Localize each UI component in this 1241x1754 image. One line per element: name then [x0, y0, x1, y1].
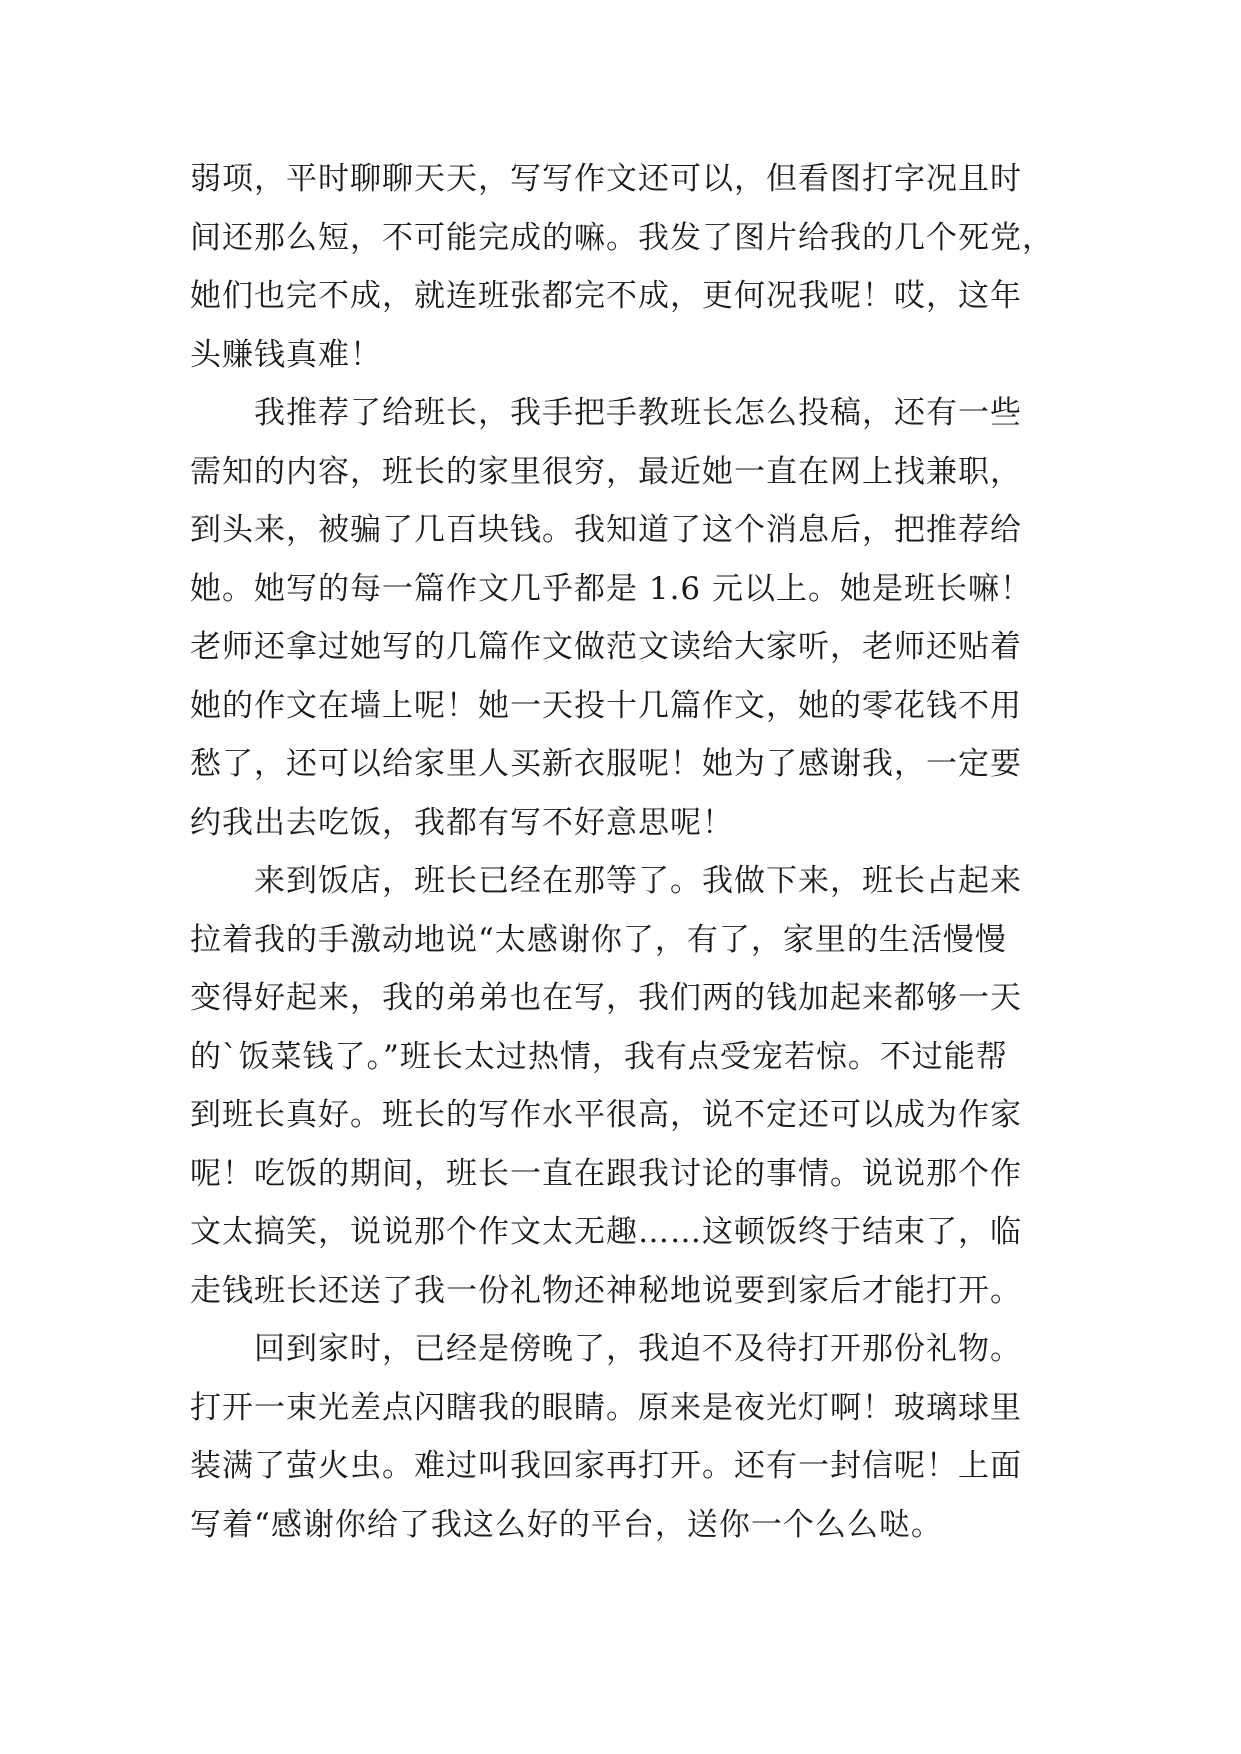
text-line: 的`饭菜钱了。”班长太过热情，我有点受宠若惊。不过能帮 — [190, 1038, 1008, 1075]
text-line: 老师还拿过她写的几篇作文做范文读给大家听，老师还贴着 — [190, 629, 1022, 665]
document-body — [190, 150, 1054, 1554]
text-line: 拉着我的手激动地说“太感谢你了，有了，家里的生活慢慢 — [190, 921, 1007, 958]
text-line: 变得好起来，我的弟弟也在写，我们两的钱加起来都够一天 — [190, 980, 1022, 1016]
paragraph-start-line: 来到饭店，班长已经在那等了。我做下来，班长占起来 — [254, 863, 1022, 899]
text-line: 装满了萤火虫。难过叫我回家再打开。还有一封信呢！上面 — [190, 1448, 1022, 1484]
text-line: 打开一束光差点闪瞎我的眼睛。原来是夜光灯啊！玻璃球里 — [190, 1389, 1022, 1426]
text-line: 写着“感谢你给了我这么好的平台，送你一个么么哒。 — [190, 1506, 943, 1543]
text-line: 头赚钱真难！ — [190, 336, 382, 373]
text-line: 间还那么短，不可能完成的嘛。我发了图片给我的几个死党， — [190, 219, 1054, 256]
text-line: 约我出去吃饭，我都有写不好意思呢！ — [190, 804, 734, 841]
paragraph-start-line: 回到家时，已经是傍晚了，我迫不及待打开那份礼物。 — [254, 1331, 1022, 1367]
text-line: 愁了，还可以给家里人买新衣服呢！她为了感谢我，一定要 — [190, 746, 1022, 782]
text-line: 她的作文在墙上呢！她一天投十几篇作文，她的零花钱不用 — [190, 687, 1022, 724]
text-line: 弱项，平时聊聊天天，写写作文还可以，但看图打字况且时 — [190, 161, 1022, 197]
text-line: 需知的内容，班长的家里很穷，最近她一直在网上找兼职， — [190, 453, 1022, 490]
text-line: 她。她写的每一篇作文几乎都是 1.6 元以上。她是班长嘛！ — [190, 570, 1033, 607]
text-line: 文太搞笑，说说那个作文太无趣……这顿饭终于结束了，临 — [190, 1214, 1022, 1250]
text-line: 到班长真好。班长的写作水平很高，说不定还可以成为作家 — [190, 1097, 1022, 1133]
text-line: 她们也完不成，就连班张都完不成，更何况我呢！哎，这年 — [190, 278, 1022, 314]
paragraph-start-line: 我推荐了给班长，我手把手教班长怎么投稿，还有一些 — [254, 395, 1022, 431]
text-line: 走钱班长还送了我一份礼物还神秘地说要到家后才能打开。 — [190, 1272, 1022, 1309]
text-line: 到头来，被骗了几百块钱。我知道了这个消息后，把推荐给 — [190, 512, 1022, 548]
text-line: 呢！吃饭的期间，班长一直在跟我讨论的事情。说说那个作 — [190, 1155, 1022, 1192]
